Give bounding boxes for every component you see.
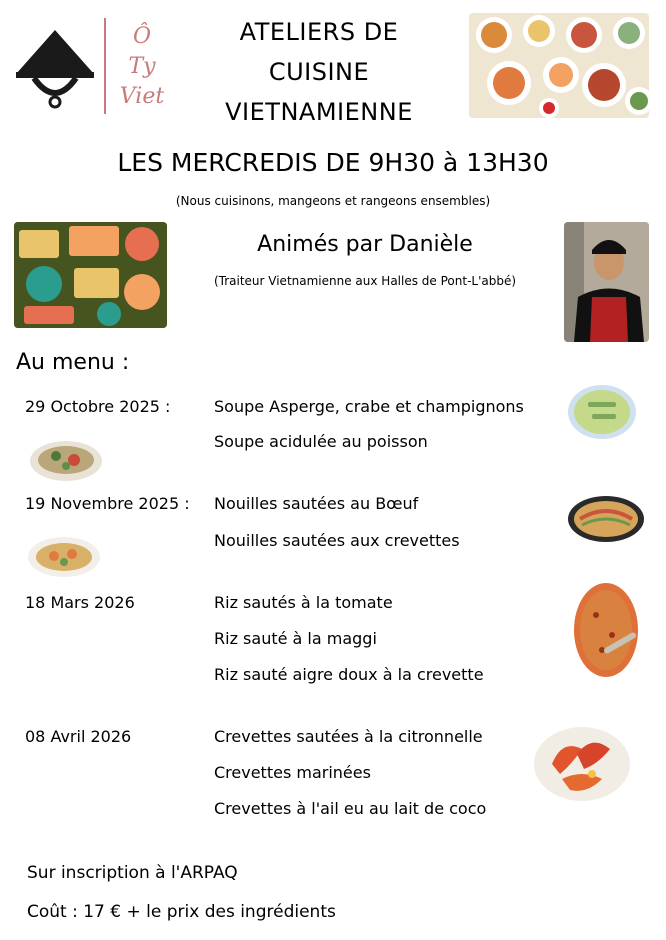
- conical-hat-icon: [14, 28, 96, 118]
- title-line-2: CUISINE: [268, 58, 370, 86]
- lemongrass-shrimp-photo: [532, 724, 632, 804]
- header-note: (Nous cuisinons, mangeons et rangeons ensembles): [175, 194, 491, 208]
- fish-soup-photo: [28, 434, 104, 484]
- asparagus-soup-photo: [566, 382, 638, 442]
- food-spread-photo: [469, 13, 649, 118]
- logo: [14, 18, 174, 118]
- food-spread-illustration: [469, 13, 649, 118]
- menu-heading: Au menu :: [16, 350, 130, 375]
- cooking-illustration-art: [14, 222, 167, 328]
- session-1-dish-2: Soupe acidulée au poisson: [214, 432, 428, 451]
- session-4-date: 08 Avril 2026: [25, 727, 132, 746]
- session-4-dish-1: Crevettes sautées à la citronnelle: [214, 727, 483, 746]
- logo-divider: [104, 18, 106, 114]
- cost-note: Coût : 17 € + le prix des ingrédients: [27, 902, 336, 922]
- session-1-date: 29 Octobre 2025 :: [25, 397, 171, 416]
- session-2-date: 19 Novembre 2025 :: [25, 494, 190, 513]
- beef-noodles-photo: [566, 493, 646, 545]
- host-portrait: [564, 222, 649, 342]
- session-2-dish-2: Nouilles sautées aux crevettes: [214, 531, 460, 550]
- cooking-illustration: [14, 222, 167, 328]
- shrimp-noodles-photo: [26, 532, 102, 582]
- session-3-dish-3: Riz sauté aigre doux à la crevette: [214, 665, 484, 684]
- session-4-dish-3: Crevettes à l'ail eu au lait de coco: [214, 799, 487, 818]
- session-3-date: 18 Mars 2026: [25, 593, 135, 612]
- session-3-dish-2: Riz sauté à la maggi: [214, 629, 377, 648]
- logo-text: Ô Ty Viet: [119, 24, 165, 109]
- fried-rice-photo: [572, 580, 640, 680]
- registration-note: Sur inscription à l'ARPAQ: [27, 863, 238, 883]
- host-subtitle: (Traiteur Vietnamienne aux Halles de Pont-L'abbé): [213, 274, 517, 288]
- title-line-1: ATELIERS DE: [239, 18, 399, 46]
- session-3-dish-1: Riz sautés à la tomate: [214, 593, 393, 612]
- title-line-3: VIETNAMIENNE: [225, 98, 413, 126]
- host-title: Animés par Danièle: [257, 232, 473, 257]
- host-portrait-figure: [564, 222, 649, 342]
- session-2-dish-1: Nouilles sautées au Bœuf: [214, 494, 419, 513]
- session-1-dish-1: Soupe Asperge, crabe et champignons: [214, 397, 524, 416]
- schedule-heading: LES MERCREDIS DE 9H30 à 13H30: [117, 148, 549, 177]
- session-4-dish-2: Crevettes marinées: [214, 763, 371, 782]
